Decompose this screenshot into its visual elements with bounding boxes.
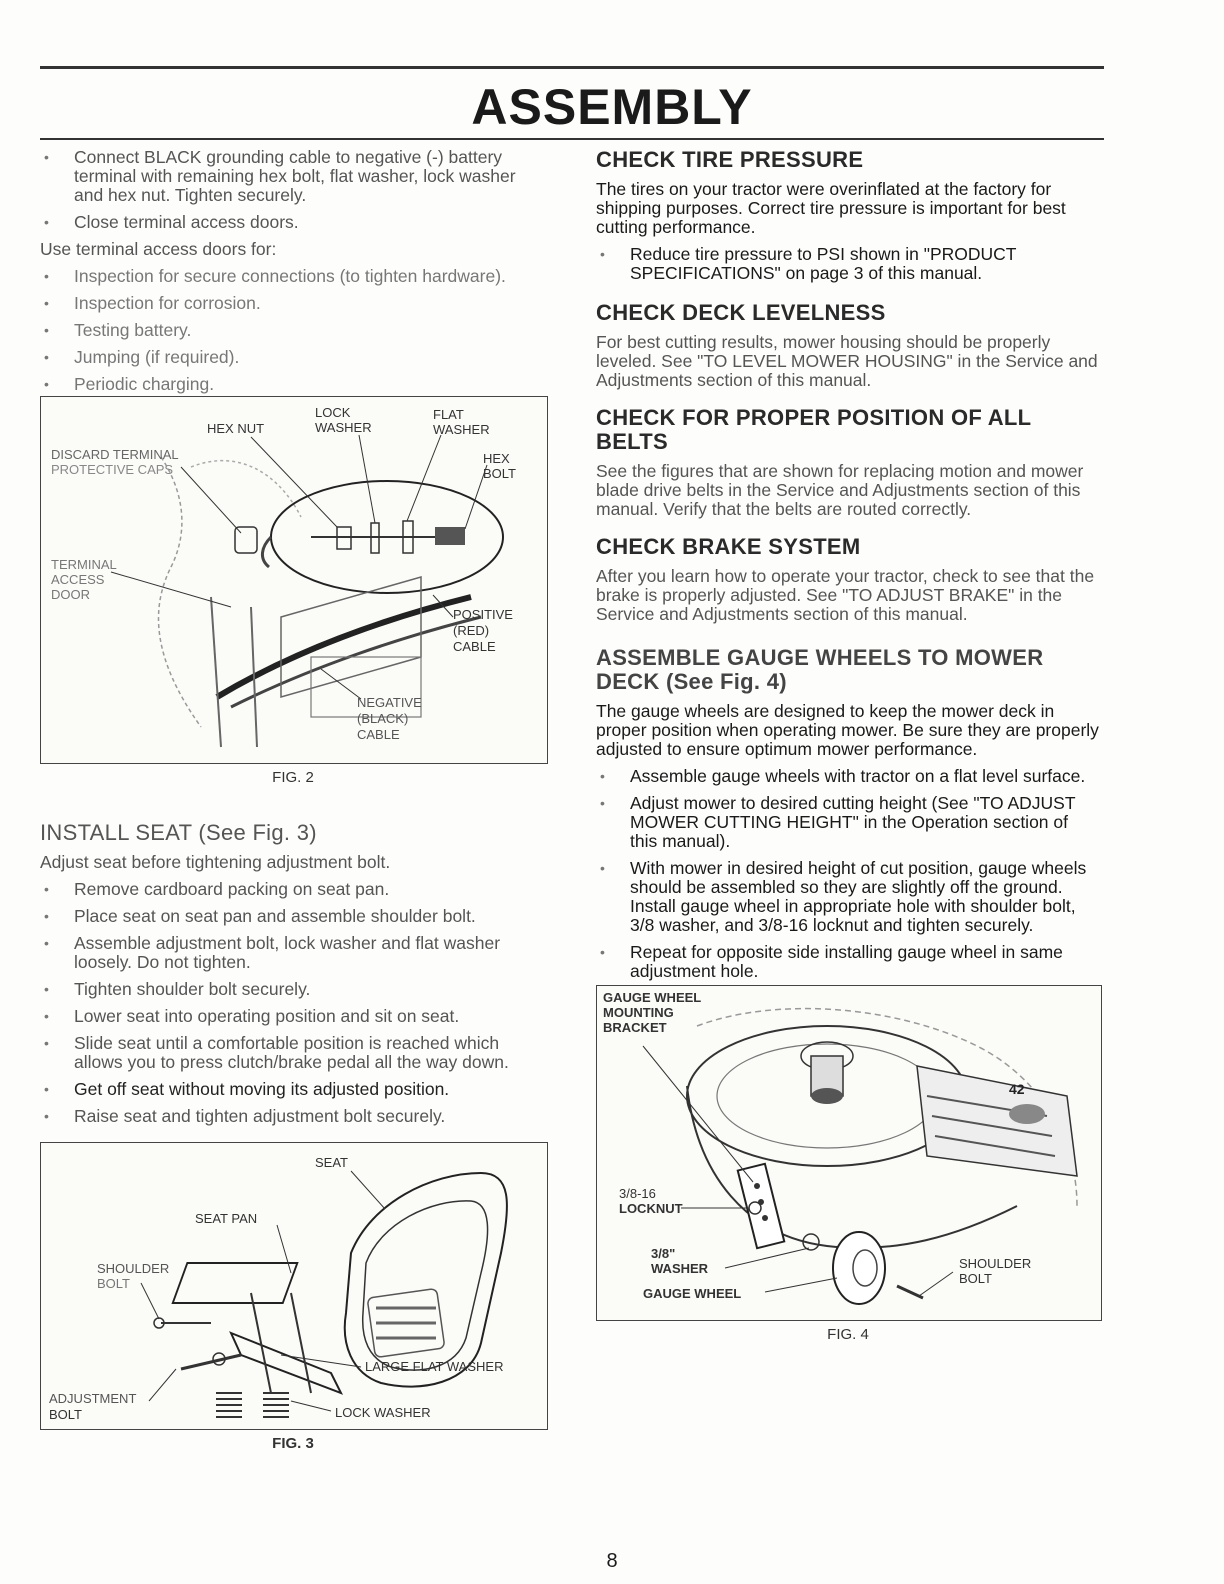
list-item: • Slide seat until a comfortable position is reached which allows you to press clutch/brake pedal all the way down. xyxy=(40,1034,546,1072)
label-discard-caps: DISCARD TERMINAL xyxy=(51,447,179,462)
install-seat-intro: Adjust seat before tightening adjustment bolt. xyxy=(40,852,391,872)
label-shoulder-bolt: BOLT xyxy=(959,1271,992,1286)
list-item: • Assemble adjustment bolt, lock washer and flat washer loosely. Do not tighten. xyxy=(40,934,546,972)
list-item: • Lower seat into operating position and sit on seat. xyxy=(40,1007,546,1026)
deck-badge: 42 xyxy=(1009,1081,1025,1097)
install-seat-heading: INSTALL SEAT (See Fig. 3) xyxy=(40,820,317,845)
label-washer: 3/8" xyxy=(651,1246,676,1261)
list-item: • Reduce tire pressure to PSI shown in "PRODUCT SPECIFICATIONS" on page 3 of this manual. xyxy=(596,245,1100,283)
list-item: • Periodic charging. xyxy=(40,375,546,394)
gauge-heading: ASSEMBLE GAUGE WHEELS TO MOWER DECK (See Fig. 4) xyxy=(596,645,1044,694)
fig4-caption: FIG. 4 xyxy=(827,1326,869,1343)
belts-body: See the figures that are shown for replacing motion and mower blade drive belts in the Service and Adjustments section of this manual. Verify that the belts are routed correctly. xyxy=(596,461,1084,519)
label-terminal-door: ACCESS xyxy=(51,572,105,587)
deck-heading: CHECK DECK LEVELNESS xyxy=(596,300,886,325)
list-item: • Inspection for secure connections (to tighten hardware). xyxy=(40,267,546,286)
fig2-battery-diagram xyxy=(40,396,548,764)
label-hex-bolt: BOLT xyxy=(483,466,516,481)
list-item: • Place seat on seat pan and assemble shoulder bolt. xyxy=(40,907,546,926)
label-mounting-bracket: MOUNTING xyxy=(603,1005,674,1020)
list-item: • Testing battery. xyxy=(40,321,546,340)
list-item: • Tighten shoulder bolt securely. xyxy=(40,980,546,999)
label-positive-cable: (RED) xyxy=(453,623,490,638)
fig4-gauge-wheel-diagram xyxy=(596,985,1102,1321)
use-doors-list xyxy=(40,267,546,394)
list-item: • Jumping (if required). xyxy=(40,348,546,367)
label-flat-washer: WASHER xyxy=(433,422,490,437)
label-washer: WASHER xyxy=(651,1261,709,1276)
install-seat-list xyxy=(40,880,546,1126)
right-column xyxy=(596,148,1100,1344)
brake-body: After you learn how to operate your tractor, check to see that the brake is properly adjusted. See "TO ADJUST BRAKE" in the Service and Adjustments section of this manual. xyxy=(596,566,1095,624)
list-item: • Repeat for opposite side installing gauge wheel in same adjustment hole. xyxy=(596,943,1100,981)
label-adjustment-bolt: ADJUSTMENT xyxy=(49,1391,137,1406)
fig3-seat-diagram xyxy=(40,1142,548,1430)
page-title: ASSEMBLY xyxy=(471,79,753,135)
label-gauge-wheel: GAUGE WHEEL xyxy=(643,1286,742,1301)
gauge-list xyxy=(596,767,1100,981)
list-item: • Get off seat without moving its adjusted position. xyxy=(40,1080,546,1099)
label-shoulder-bolt: SHOULDER xyxy=(959,1256,1032,1271)
use-doors-intro: Use terminal access doors for: xyxy=(40,239,277,259)
fig3-caption: FIG. 3 xyxy=(272,1435,314,1452)
label-locknut: 3/8-16 xyxy=(619,1186,656,1201)
label-large-flat-washer: LARGE FLAT WASHER xyxy=(365,1359,504,1374)
battery-bullet-list xyxy=(40,148,546,232)
label-seat: SEAT xyxy=(315,1155,348,1170)
top-rule xyxy=(40,66,1104,69)
list-item: • Remove cardboard packing on seat pan. xyxy=(40,880,546,899)
list-item: • Close terminal access doors. xyxy=(40,213,546,232)
brake-heading: CHECK BRAKE SYSTEM xyxy=(596,534,861,559)
fig2-caption: FIG. 2 xyxy=(272,769,314,786)
label-mounting-bracket: BRACKET xyxy=(603,1020,667,1035)
list-item: • Connect BLACK grounding cable to negative (-) battery terminal with remaining hex bolt, flat washer, lock washer and hex nut. Tighten securely. xyxy=(40,148,546,205)
label-positive-cable: CABLE xyxy=(453,639,496,654)
label-negative-cable: NEGATIVE xyxy=(357,695,422,710)
label-negative-cable: CABLE xyxy=(357,727,400,742)
label-lock-washer: LOCK WASHER xyxy=(335,1405,431,1420)
belts-heading: CHECK FOR PROPER POSITION OF ALL BELTS xyxy=(596,405,1031,454)
list-item: • Raise seat and tighten adjustment bolt securely. xyxy=(40,1107,546,1126)
label-negative-cable: (BLACK) xyxy=(357,711,409,726)
title-rule xyxy=(40,138,1104,140)
label-hex-bolt: HEX xyxy=(483,451,510,466)
gauge-body: The gauge wheels are designed to keep the mower deck in proper position when operating mower. Be sure they are properly adjusted to ensure optimum mower performance. xyxy=(596,701,1099,759)
deck-body: For best cutting results, mower housing should be properly leveled. See "TO LEVEL MOWER HOUSING" in the Service and Adjustments section of this manual. xyxy=(596,332,1098,390)
list-item: • Inspection for corrosion. xyxy=(40,294,546,313)
label-seat-pan: SEAT PAN xyxy=(195,1211,258,1226)
label-adjustment-bolt: BOLT xyxy=(49,1407,82,1422)
label-terminal-door: DOOR xyxy=(51,587,90,602)
list-item: • Assemble gauge wheels with tractor on a flat level surface. xyxy=(596,767,1100,786)
label-flat-washer: FLAT xyxy=(433,407,464,422)
left-column xyxy=(40,148,546,1453)
label-lock-washer: LOCK xyxy=(315,405,351,420)
tire-list xyxy=(596,245,1100,283)
tire-body: The tires on your tractor were overinflated at the factory for shipping purposes. Correct tire pressure is important for best cutting performance. xyxy=(596,179,1066,237)
list-item: • With mower in desired height of cut position, gauge wheels should be assembled so they are slightly off the ground. Install gauge wheel in appropriate hole with shoulder bolt, 3/8 washer, and 3/8-16 locknut and tighten securely. xyxy=(596,859,1100,935)
label-discard-caps: PROTECTIVE CAPS xyxy=(51,462,174,477)
label-shoulder-bolt: SHOULDER xyxy=(97,1261,170,1276)
label-hex-nut: HEX NUT xyxy=(207,421,265,436)
tire-heading: CHECK TIRE PRESSURE xyxy=(596,147,864,172)
label-mounting-bracket: GAUGE WHEEL xyxy=(603,990,702,1005)
label-shoulder-bolt: BOLT xyxy=(97,1276,130,1291)
label-terminal-door: TERMINAL xyxy=(51,557,117,572)
page-number: 8 xyxy=(606,1550,618,1572)
label-lock-washer: WASHER xyxy=(315,420,372,435)
list-item: • Adjust mower to desired cutting height (See "TO ADJUST MOWER CUTTING HEIGHT" in the Operation section of this manual). xyxy=(596,794,1100,851)
label-locknut: LOCKNUT xyxy=(619,1201,683,1216)
label-positive-cable: POSITIVE xyxy=(453,607,513,622)
